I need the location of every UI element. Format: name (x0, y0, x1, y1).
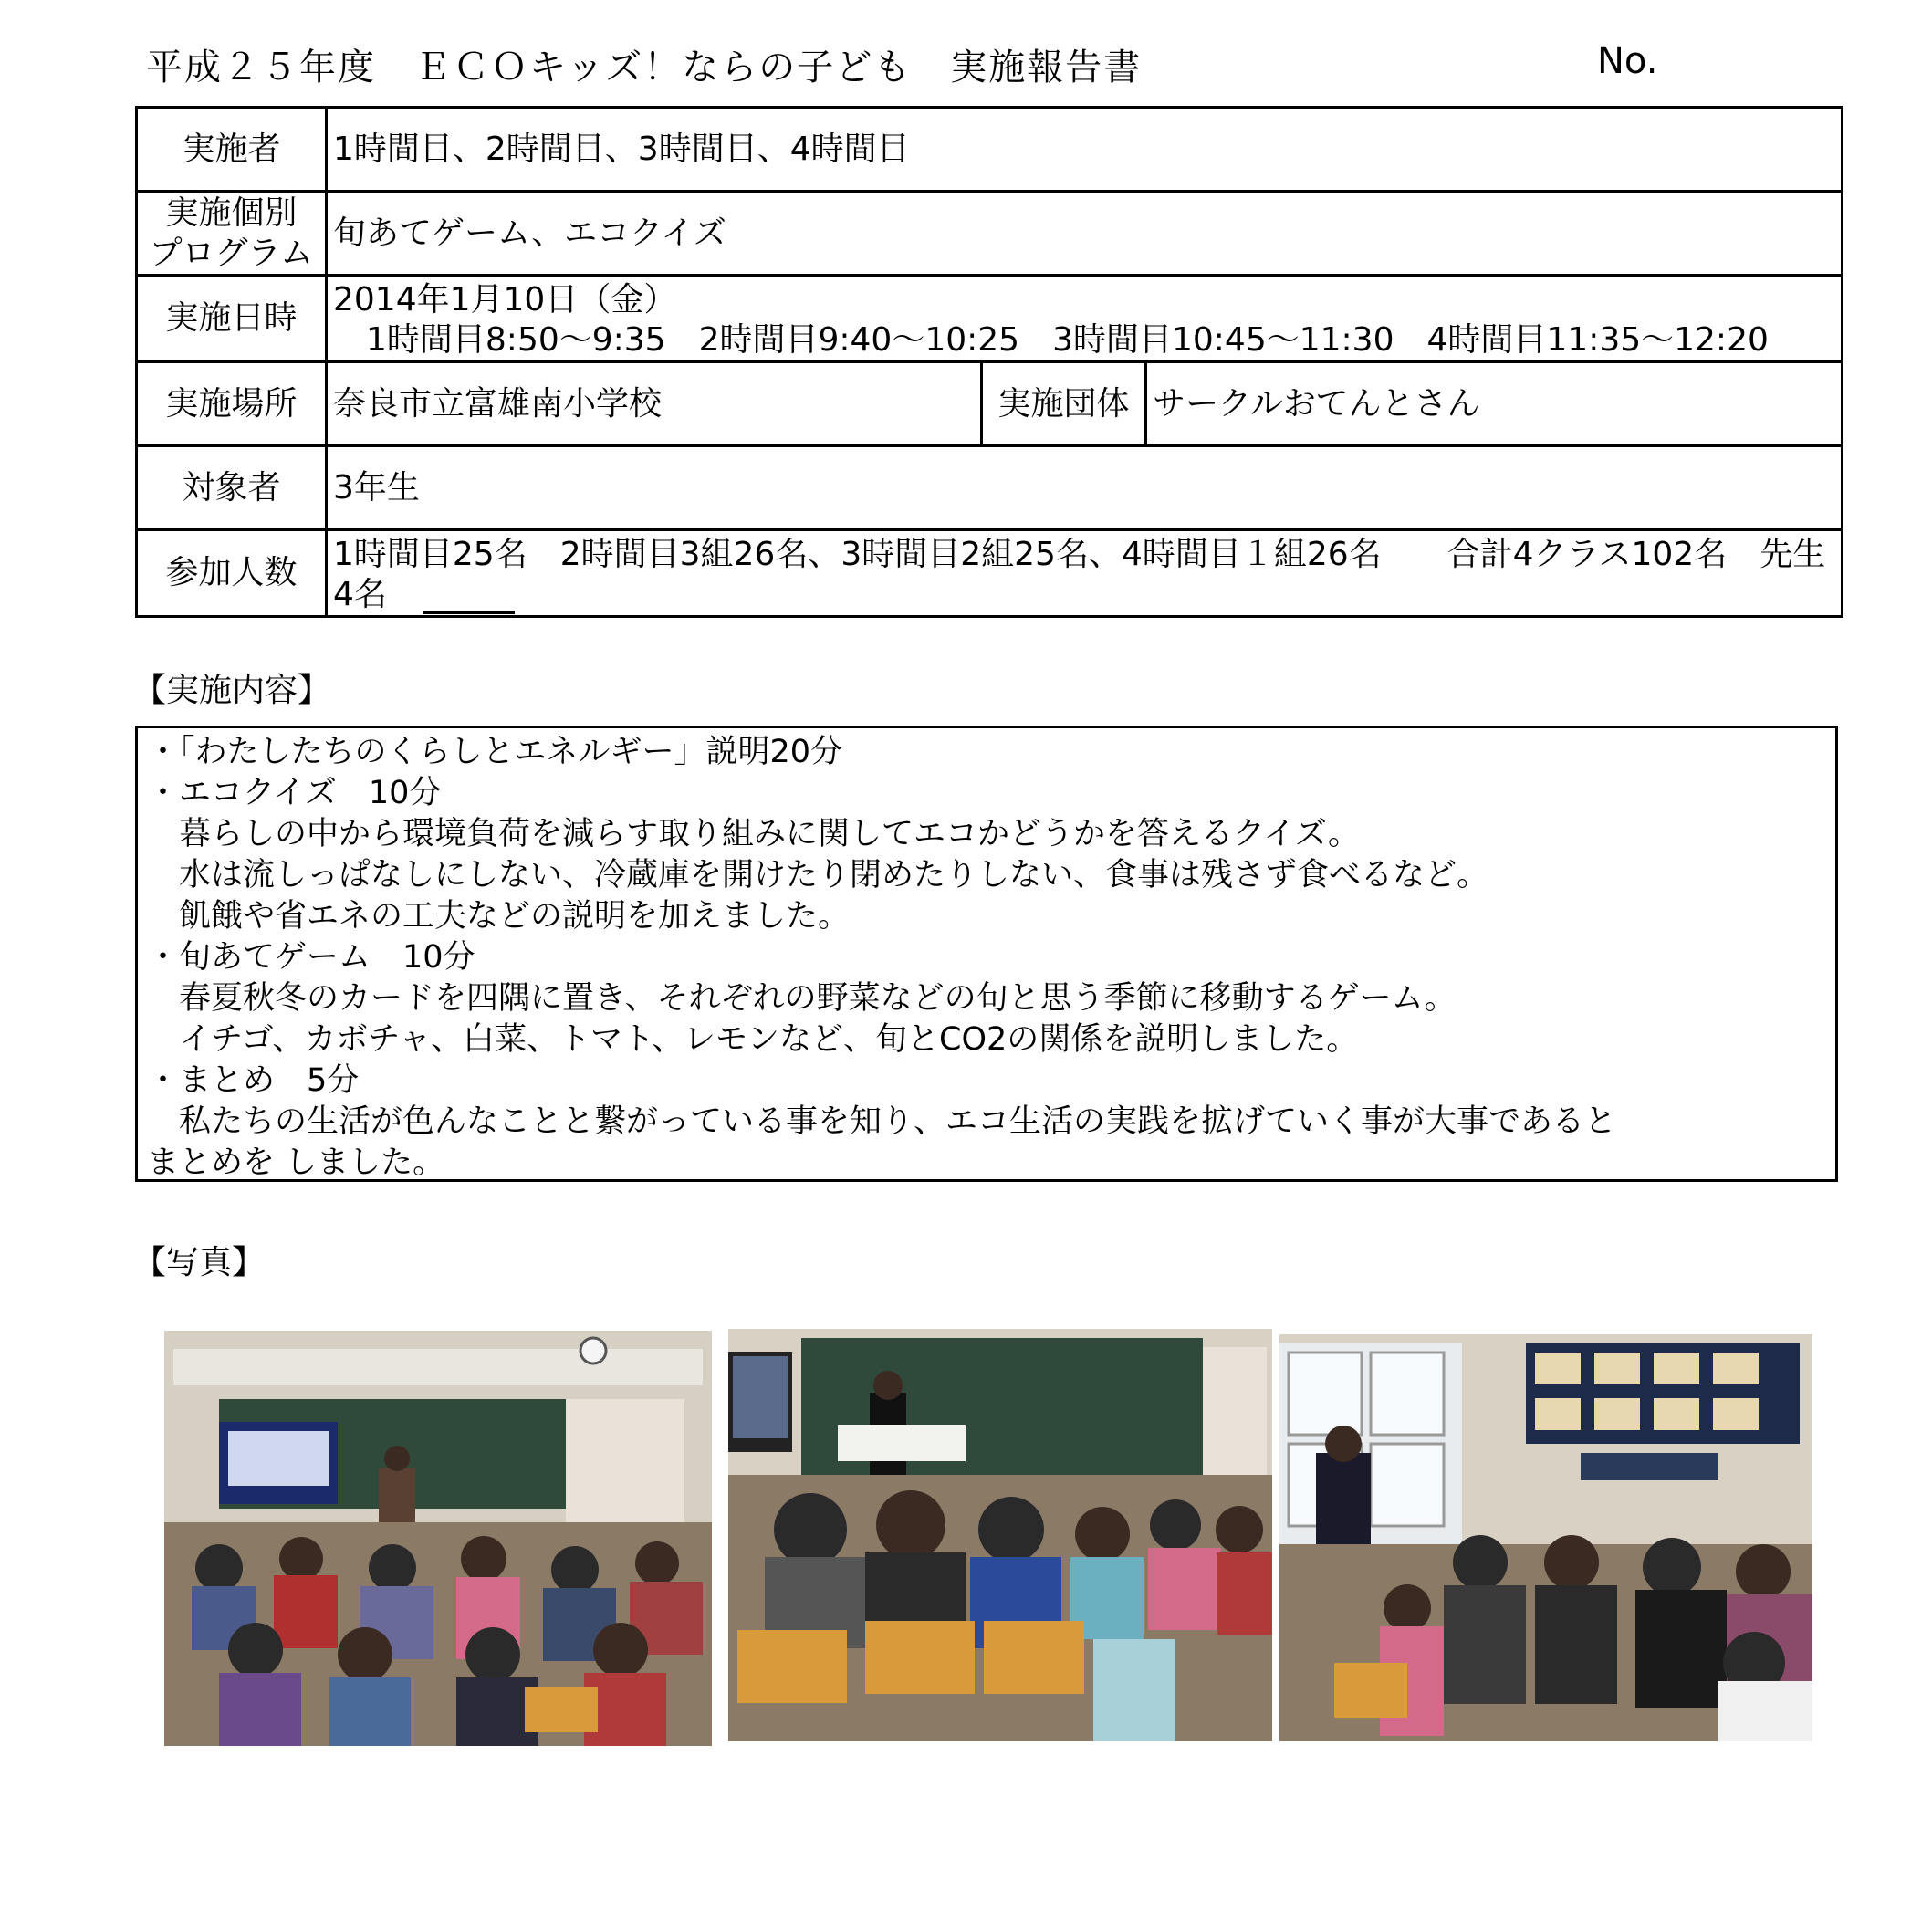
participants-line2-wrap (333, 575, 1835, 615)
content-line: 水は流しっぱなしにしない、冷蔵庫を開けたり閉めたりしない、食事は残さず食べるなど。 (147, 857, 1489, 893)
participants-label: 参加人数 (137, 530, 327, 617)
program-label-line1: 実施個別 (165, 193, 298, 232)
row-program (137, 192, 1843, 276)
document-title: 平成２５年度 ＥＣＯキッズ！ならの子ども 実施報告書 (146, 47, 1143, 89)
content-line: まとめを しました。 (147, 1144, 445, 1181)
content-line: ・「わたしたちのくらしとエネルギー」説明20分 (147, 734, 843, 770)
program-label-line2: プログラム (149, 234, 314, 272)
row-participants (137, 530, 1843, 617)
datetime-value (327, 276, 1843, 362)
content-line: 私たちの生活が色んなことと繋がっている事を知り、エコ生活の実践を拡げていく事が大事であると (147, 1103, 1617, 1140)
implementer-label: 実施者 (137, 108, 327, 192)
group-value: サークルおてんとさん (1146, 362, 1843, 446)
content-line: 暮らしの中から環境負荷を減らす取り組みに関してエコかどうかを答えるクイズ。 (147, 816, 1360, 852)
photo-classroom-presentation (728, 1329, 1272, 1741)
row-datetime (137, 276, 1843, 362)
content-line: ・旬あてゲーム 10分 (147, 939, 475, 976)
row-place (137, 362, 1843, 446)
content-line: ・まとめ 5分 (147, 1062, 360, 1099)
content-line: 春夏秋冬のカードを四隅に置き、それぞれの野菜などの旬と思う季節に移動するゲーム。 (147, 980, 1457, 1017)
content-box (135, 726, 1838, 1182)
row-target (137, 446, 1843, 530)
participants-line2: 4名 (333, 576, 387, 613)
datetime-label: 実施日時 (137, 276, 327, 362)
row-implementer (137, 108, 1843, 192)
place-value: 奈良市立富雄南小学校 (327, 362, 982, 446)
document-number-label: No. (1597, 40, 1658, 82)
group-label: 実施団体 (982, 362, 1146, 446)
place-label: 実施場所 (137, 362, 327, 446)
photos-heading: 【写真】 (133, 1244, 266, 1281)
implementer-value: 1時間目、2時間目、3時間目、4時間目 (327, 108, 1843, 192)
datetime-line1: 2014年1月10日（金） (333, 281, 677, 319)
target-label: 対象者 (137, 446, 327, 530)
program-value: 旬あてゲーム、エコクイズ (327, 192, 1843, 276)
info-table (135, 106, 1843, 618)
program-label (137, 192, 327, 276)
participants-value (327, 530, 1843, 617)
content-line: イチゴ、カボチャ、白菜、トマト、レモンなど、旬とCO2の関係を説明しました。 (147, 1021, 1359, 1058)
photo-classroom-game (1279, 1334, 1812, 1741)
target-value: 3年生 (327, 446, 1843, 530)
content-line: 飢餓や省エネの工夫などの説明を加えました。 (147, 898, 851, 935)
photo-classroom-quiz (164, 1331, 712, 1746)
datetime-line2: 1時間目8:50～9:35 2時間目9:40～10:25 3時間目10:45～11:30 4時間目11:35～12:20 (333, 321, 1769, 359)
underline-mark (423, 611, 515, 614)
participants-line1: 1時間目25名 2時間目3組26名、3時間目2組25名、4時間目１組26名 合計4クラス102名 先生 (333, 536, 1826, 573)
content-heading: 【実施内容】 (133, 672, 331, 709)
content-line: ・エコクイズ 10分 (147, 775, 442, 811)
